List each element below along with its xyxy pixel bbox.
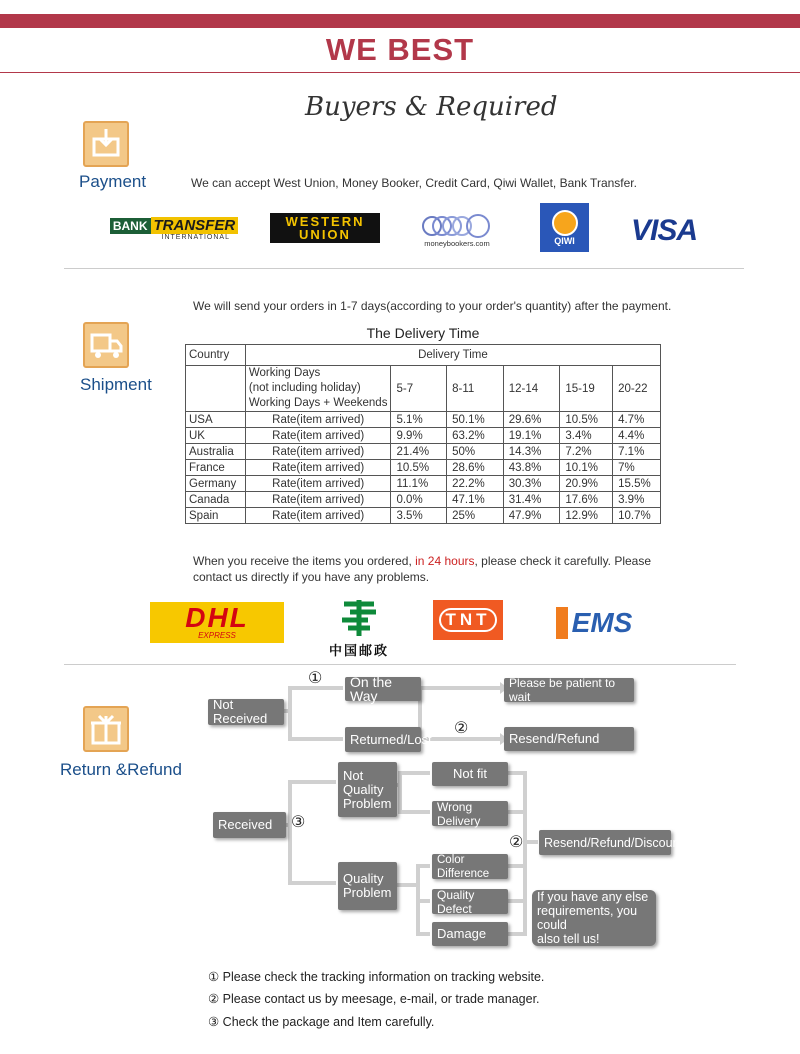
col-delivery-time: Delivery Time [245, 345, 660, 366]
col-country: Country [186, 345, 246, 366]
damage-box: Damage [432, 922, 508, 946]
circle-1: ① [308, 670, 323, 687]
country-cell: Canada [186, 492, 246, 508]
check-text-b: , please check it carefully. Please [474, 554, 652, 568]
china-post-text: 中国邮政 [328, 642, 389, 658]
bank-logo-text-a: BANK [110, 218, 151, 234]
resend-refund-discount-box: Resend/Refund/Discount [539, 830, 671, 855]
payment-label: Payment [79, 172, 147, 191]
visa-text: VISA [630, 214, 698, 247]
check-text-a: When you receive the items you ordered, [193, 554, 416, 568]
wrong-delivery-box: Wrong Delivery [432, 801, 508, 826]
quality-defect-box: Quality Defect [432, 889, 508, 914]
color-difference-box: Color Difference [432, 854, 508, 879]
note-2: ② Please contact us by meesage, e-mail, or trade manager. [208, 992, 540, 1006]
rate-label-cell: Rate(item arrived) [245, 508, 391, 524]
rate-cell: 9.9% [391, 428, 447, 444]
ems-text: EMS [556, 607, 633, 639]
not-fit-box: Not fit [432, 762, 508, 786]
not-quality-problem-box [338, 762, 397, 817]
rate-cell: 29.6% [503, 412, 560, 428]
rate-label-cell: Rate(item arrived) [245, 444, 391, 460]
returned-lost-box: Returned/Lost [345, 727, 421, 752]
rate-cell: 47.1% [447, 492, 504, 508]
note-1: ① Please check the tracking information on tracking website. [208, 970, 545, 984]
country-cell: Spain [186, 508, 246, 524]
range-header: 20-22 [613, 366, 661, 412]
wd-line-3: Working Days + Weekends [248, 397, 388, 409]
rate-cell: 7% [613, 460, 661, 476]
rate-cell: 4.7% [613, 412, 661, 428]
rate-cell: 50.1% [447, 412, 504, 428]
range-header: 12-14 [503, 366, 560, 412]
rate-cell: 14.3% [503, 444, 560, 460]
on-the-way-box: On the Way [345, 677, 421, 701]
rate-cell: 22.2% [447, 476, 504, 492]
rate-cell: 10.7% [613, 508, 661, 524]
range-header: 5-7 [391, 366, 447, 412]
quality-problem-box [338, 862, 397, 910]
rate-cell: 31.4% [503, 492, 560, 508]
note-3: ③ Check the package and Item carefully. [208, 1015, 435, 1029]
else-line-2: requirements, you could [537, 904, 638, 932]
quality-line-1: Quality [343, 871, 384, 886]
resend-refund-box: Resend/Refund [504, 727, 634, 751]
rate-cell: 30.3% [503, 476, 560, 492]
else-line-3: also tell us! [537, 932, 600, 946]
rate-cell: 0.0% [391, 492, 447, 508]
rate-cell: 10.5% [391, 460, 447, 476]
rate-cell: 28.6% [447, 460, 504, 476]
rate-cell: 10.5% [560, 412, 613, 428]
country-cell: USA [186, 412, 246, 428]
wd-line-1: Working Days [248, 367, 321, 379]
dhl-sub-text: EXPRESS [198, 631, 236, 640]
rate-cell: 10.1% [560, 460, 613, 476]
country-cell: France [186, 460, 246, 476]
range-header: 15-19 [560, 366, 613, 412]
shipment-label: Shipment [80, 375, 152, 394]
rate-cell: 3.4% [560, 428, 613, 444]
quality-line-2: Problem [343, 885, 392, 900]
circle-2a: ② [454, 720, 469, 737]
rate-cell: 4.4% [613, 428, 661, 444]
country-cell: Australia [186, 444, 246, 460]
else-line-1: If you have any else [537, 890, 649, 904]
rate-cell: 3.5% [391, 508, 447, 524]
rate-cell: 50% [447, 444, 504, 460]
tnt-text: TNT [439, 608, 496, 632]
dhl-text: DHL [185, 602, 249, 633]
rate-label-cell: Rate(item arrived) [245, 476, 391, 492]
rate-cell: 17.6% [560, 492, 613, 508]
bank-logo-text-b: TRANSFER [151, 217, 239, 234]
brand-title: WE BEST [325, 32, 475, 67]
rate-label-cell: Rate(item arrived) [245, 460, 391, 476]
rate-cell: 43.8% [503, 460, 560, 476]
rate-cell: 3.9% [613, 492, 661, 508]
mb-text: moneybookers.com [424, 238, 490, 248]
not-quality-line-2: Quality [343, 781, 384, 797]
circle-2b: ② [509, 834, 524, 851]
range-header: 8-11 [447, 366, 504, 412]
check-text-c: contact us directly if you have any problems. [193, 570, 430, 584]
circle-3: ③ [291, 814, 306, 831]
else-requirements-box [532, 890, 656, 946]
payment-text: We can accept West Union, Money Booker, Credit Card, Qiwi Wallet, Bank Transfer. [191, 176, 637, 190]
rate-cell: 12.9% [560, 508, 613, 524]
rate-cell: 5.1% [391, 412, 447, 428]
rate-label-cell: Rate(item arrived) [245, 492, 391, 508]
country-cell: Germany [186, 476, 246, 492]
check-text-red: in 24 hours [415, 554, 475, 568]
rate-cell: 20.9% [560, 476, 613, 492]
rate-cell: 7.2% [560, 444, 613, 460]
rate-cell: 25% [447, 508, 504, 524]
not-received-box: Not Received [208, 699, 284, 725]
section-title: Buyers & Required [305, 92, 558, 122]
rate-label-cell: Rate(item arrived) [245, 428, 391, 444]
not-quality-line-1: Not [343, 767, 364, 783]
table-title: The Delivery Time [366, 325, 480, 341]
rate-cell: 63.2% [447, 428, 504, 444]
rate-label-cell: Rate(item arrived) [245, 412, 391, 428]
rate-cell: 7.1% [613, 444, 661, 460]
bank-logo-text-c: INTERNATIONAL [161, 234, 230, 241]
rate-cell: 11.1% [391, 476, 447, 492]
wu-text-b: UNION [299, 227, 351, 242]
be-patient-box: Please be patient to wait [504, 678, 634, 702]
qiwi-text: QIWI [554, 235, 575, 246]
return-refund-label: Return &Refund [60, 760, 182, 779]
rate-cell: 19.1% [503, 428, 560, 444]
country-cell: UK [186, 428, 246, 444]
wd-line-2: (not including holiday) [248, 382, 361, 394]
rate-cell: 47.9% [503, 508, 560, 524]
rate-cell: 21.4% [391, 444, 447, 460]
shipment-intro: We will send your orders in 1-7 days(according to your order's quantity) after the payment. [193, 299, 672, 313]
not-quality-line-3: Problem [343, 795, 392, 811]
received-box: Received [213, 812, 286, 838]
rate-cell: 15.5% [613, 476, 661, 492]
wu-text-a: WESTERN [285, 214, 365, 229]
